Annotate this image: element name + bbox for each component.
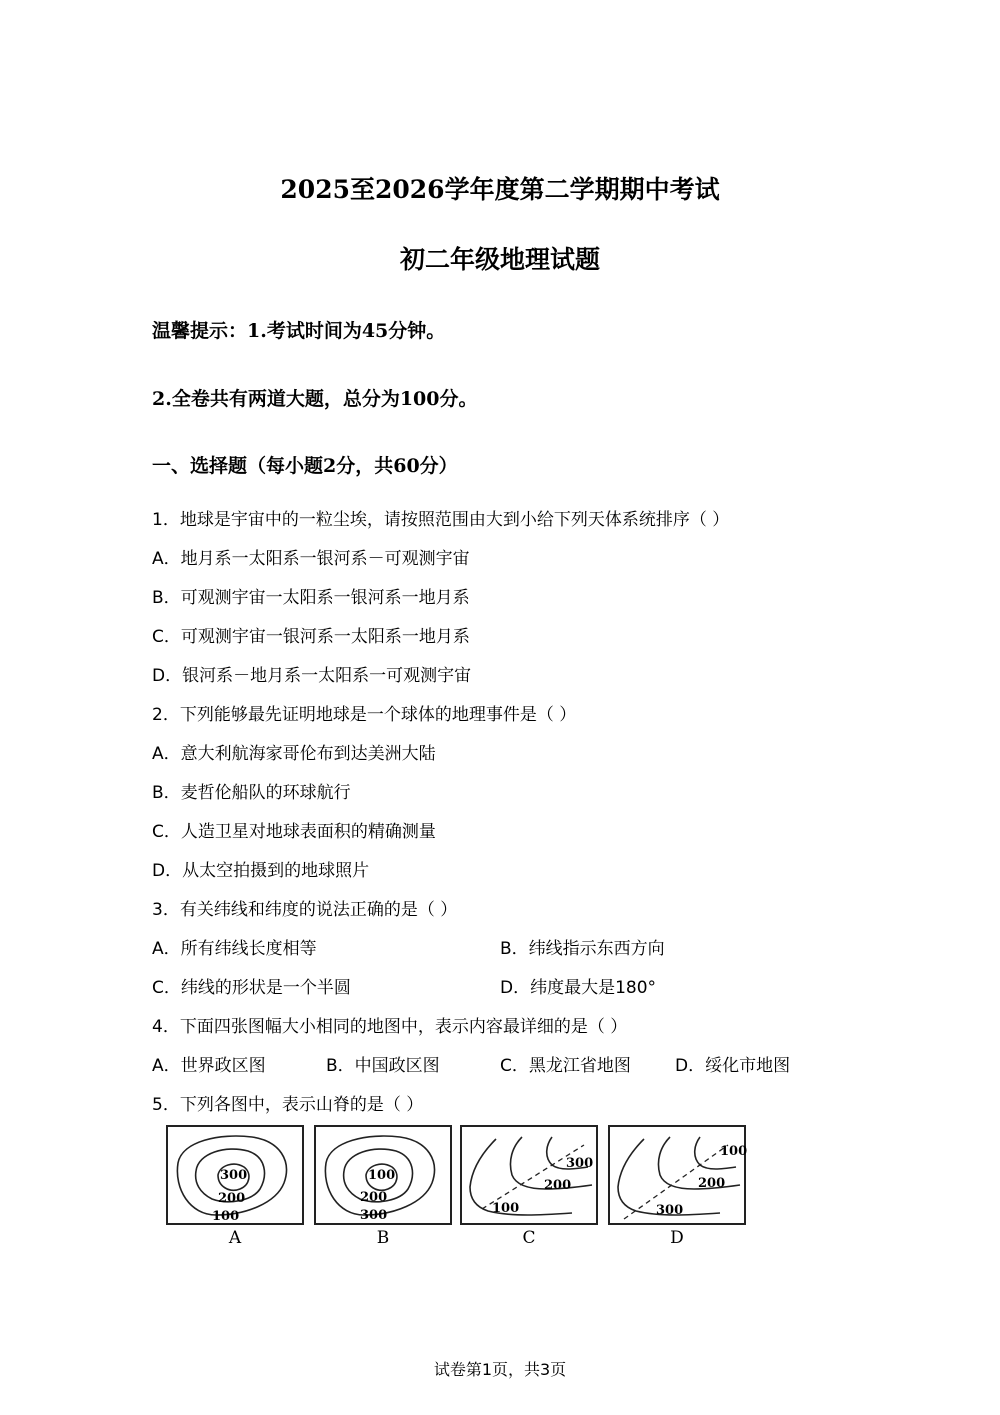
question-4-stem: 4．下面四张图幅大小相同的地图中，表示内容最详细的是（ ）	[152, 1017, 628, 1037]
section-heading: 一、选择题（每小题2分，共60分）	[152, 455, 458, 477]
contour-map-b-letter: B	[376, 1228, 390, 1248]
question-3-option-a: A．所有纬线长度相等	[152, 939, 317, 959]
page-footer: 试卷第1页，共3页	[433, 1360, 567, 1379]
contour-map-a-letter: A	[228, 1228, 242, 1248]
question-2-stem: 2．下列能够最先证明地球是一个球体的地理事件是（ ）	[152, 705, 577, 725]
question-3-option-d: D．纬度最大是180°	[500, 978, 657, 998]
contour-map-b-label-1: 100	[368, 1168, 396, 1183]
contour-map-c-drawing	[462, 1127, 596, 1223]
contour-map-a-label-3: 100	[212, 1209, 240, 1224]
contour-map-c-label-2: 200	[544, 1178, 572, 1193]
question-4-option-c: C．黑龙江省地图	[500, 1056, 631, 1076]
contour-map-b-drawing	[316, 1127, 450, 1223]
contour-map-d-drawing	[610, 1127, 748, 1223]
contour-map-a	[166, 1125, 304, 1225]
question-3-option-c: C．纬线的形状是一个半圆	[152, 978, 351, 998]
contour-map-c-label-1: 300	[566, 1156, 594, 1171]
note-line-2: 2.全卷共有两道大题，总分为100分。	[152, 388, 478, 410]
contour-map-d-letter: D	[670, 1228, 684, 1248]
question-3-option-b: B．纬线指示东西方向	[500, 939, 665, 959]
question-2-option-b: B．麦哲伦船队的环球航行	[152, 783, 351, 803]
contour-map-c-label-3: 100	[492, 1201, 520, 1216]
question-2-option-d: D．从太空拍摄到的地球照片	[152, 861, 370, 881]
contour-map-d-label-2: 200	[698, 1176, 726, 1191]
contour-map-b-label-2: 200	[360, 1190, 388, 1205]
question-4-option-a: A．世界政区图	[152, 1056, 266, 1076]
contour-map-b-label-3: 300	[360, 1208, 388, 1223]
exam-subtitle: 初二年级地理试题	[399, 245, 600, 274]
question-1-stem: 1．地球是宇宙中的一粒尘埃，请按照范围由大到小给下列天体系统排序（ ）	[152, 510, 730, 530]
question-1-option-c: C．可观测宇宙一银河系一太阳系一地月系	[152, 627, 470, 647]
note-line-1: 温馨提示：1.考试时间为45分钟。	[152, 320, 446, 342]
question-5-stem: 5．下列各图中，表示山脊的是（ ）	[152, 1095, 424, 1115]
question-3-stem: 3．有关纬线和纬度的说法正确的是（ ）	[152, 900, 458, 920]
question-4-option-b: B．中国政区图	[326, 1056, 440, 1076]
contour-map-a-label-2: 200	[218, 1191, 246, 1206]
contour-map-c-letter: C	[522, 1228, 536, 1248]
contour-map-a-label-1: 300	[220, 1168, 248, 1183]
contour-map-a-drawing	[168, 1127, 302, 1223]
exam-title: 2025至2026学年度第二学期期中考试	[280, 175, 720, 204]
contour-map-d-label-1: 100	[720, 1144, 748, 1159]
question-4-option-d: D．绥化市地图	[675, 1056, 791, 1076]
question-1-option-b: B．可观测宇宙一太阳系一银河系一地月系	[152, 588, 470, 608]
contour-map-b	[314, 1125, 452, 1225]
contour-map-c	[460, 1125, 598, 1225]
question-1-option-a: A．地月系一太阳系一银河系－可观测宇宙	[152, 549, 470, 569]
contour-map-d	[608, 1125, 746, 1225]
question-2-option-a: A．意大利航海家哥伦布到达美洲大陆	[152, 744, 436, 764]
question-2-option-c: C．人造卫星对地球表面积的精确测量	[152, 822, 436, 842]
contour-map-d-label-3: 300	[656, 1203, 684, 1218]
question-1-option-d: D．银河系－地月系一太阳系一可观测宇宙	[152, 666, 472, 686]
